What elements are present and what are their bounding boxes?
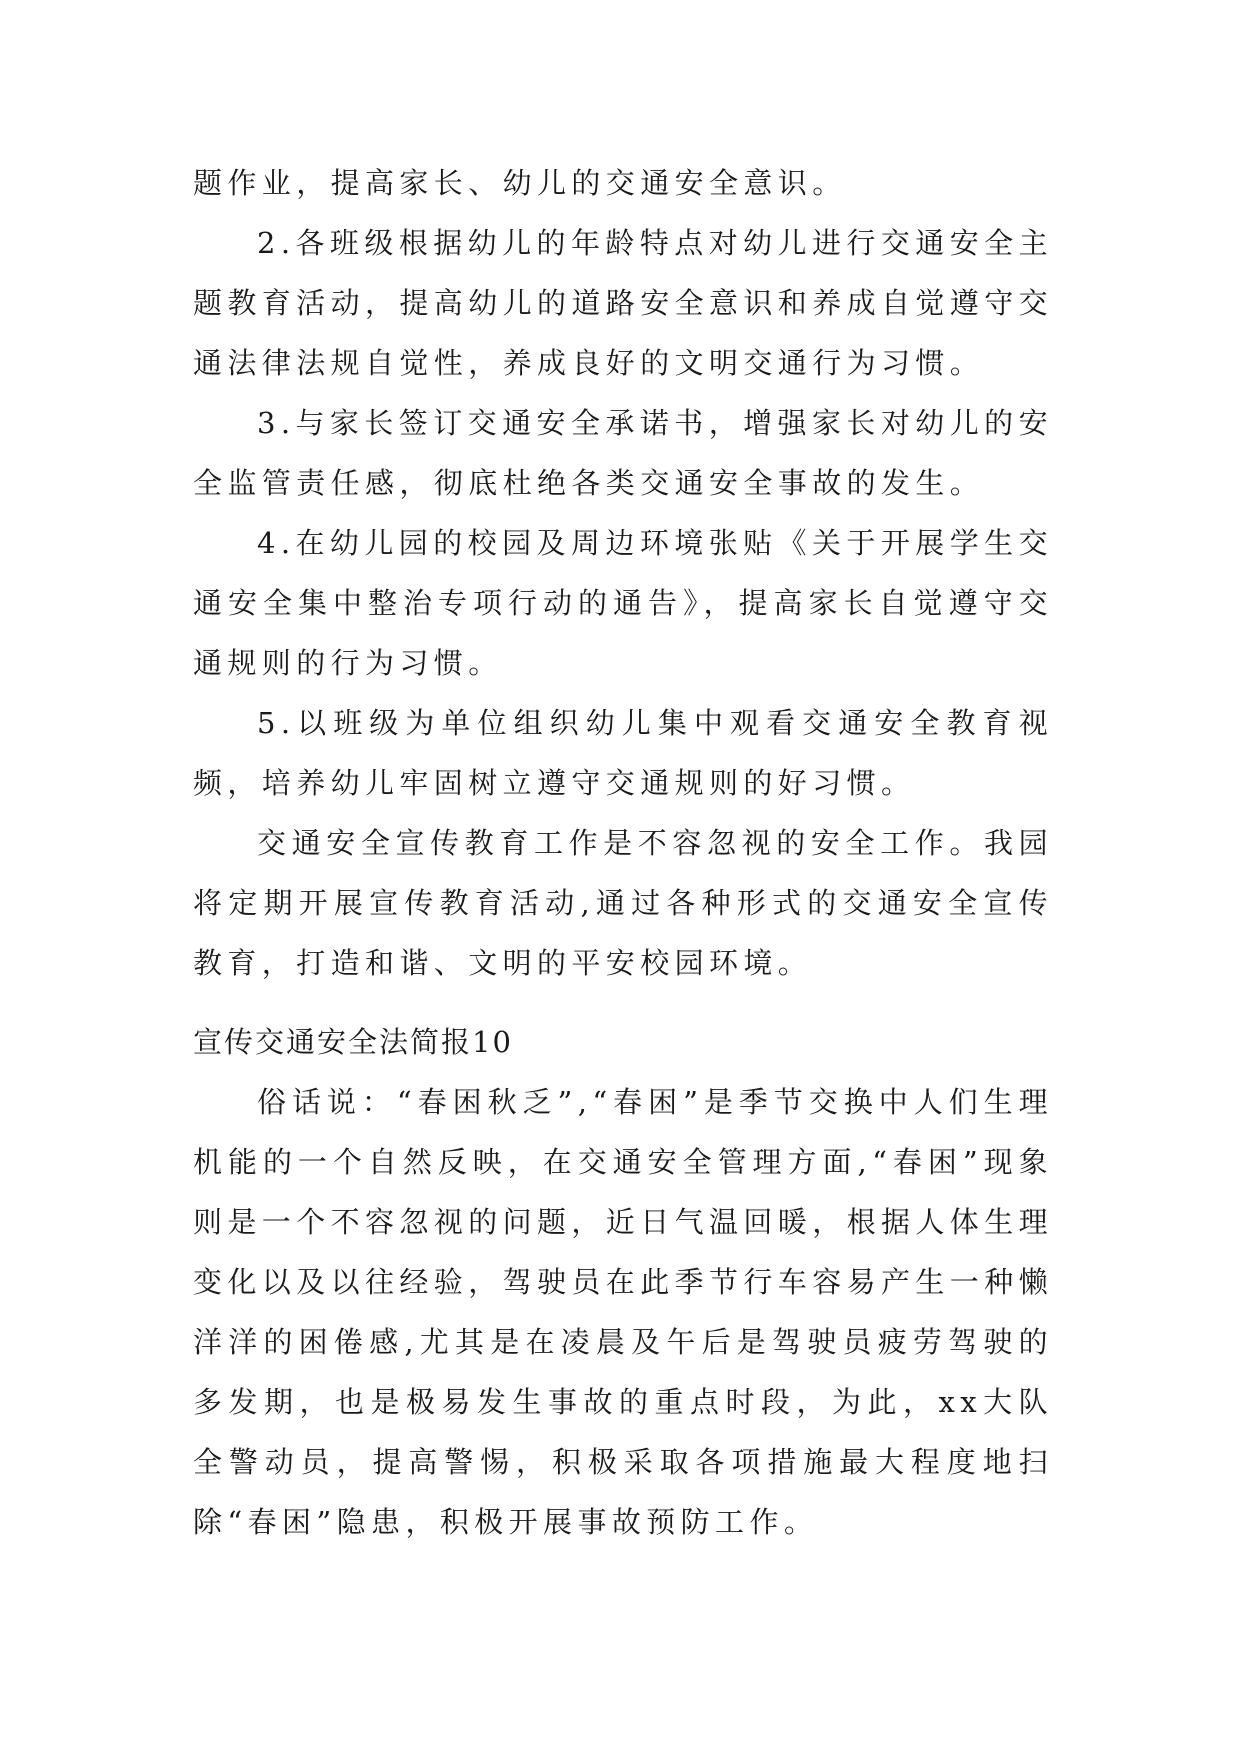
- section-one-body: [193, 153, 1053, 993]
- list-item-4: 4.在幼儿园的校园及周边环境张贴《关于开展学生交通安全集中整治专项行动的通告》，提高家长自觉遵守交通规则的行为习惯。: [193, 526, 1053, 680]
- list-item-3: 3.与家长签订交通安全承诺书，增强家长对幼儿的安全监管责任感，彻底杜绝各类交通安全事故的发生。: [193, 406, 1053, 500]
- conclusion-paragraph: 交通安全宣传教育工作是不容忽视的安全工作。我园将定期开展宣传教育活动,通过各种形式的交通安全宣传教育，打造和谐、文明的平安校园环境。: [193, 826, 1053, 980]
- list-item-5: 5.以班级为单位组织幼儿集中观看交通安全教育视频，培养幼儿牢固树立遵守交通规则的好习惯。: [193, 706, 1053, 800]
- list-item-2: 2.各班级根据幼儿的年龄特点对幼儿进行交通安全主题教育活动，提高幼儿的道路安全意识和养成自觉遵守交通法律法规自觉性，养成良好的文明交通行为习惯。: [193, 226, 1054, 380]
- section-two-heading: 宣传交通安全法简报10: [193, 1025, 513, 1059]
- section-two-body: [193, 1072, 1053, 1552]
- intro-paragraph: 俗话说：“春困秋乏”,“春困”是季节交换中人们生理机能的一个自然反映，在交通安全管理方面,“春困”现象则是一个不容忽视的问题，近日气温回暖，根据人体生理变化以及以往经验，驾驶员在此季节行车容易产生一种懒洋洋的困倦感,尤其是在凌晨及午后是驾驶员疲劳驾驶的多发期，也是极易发生事故的重点时段，为此，xx大队全警动员，提高警惕，积极采取各项措施最大程度地扫除“春困”隐患，积极开展事故预防工作。: [193, 1085, 1054, 1539]
- continuation-paragraph: 题作业，提高家长、幼儿的交通安全意识。: [193, 166, 847, 200]
